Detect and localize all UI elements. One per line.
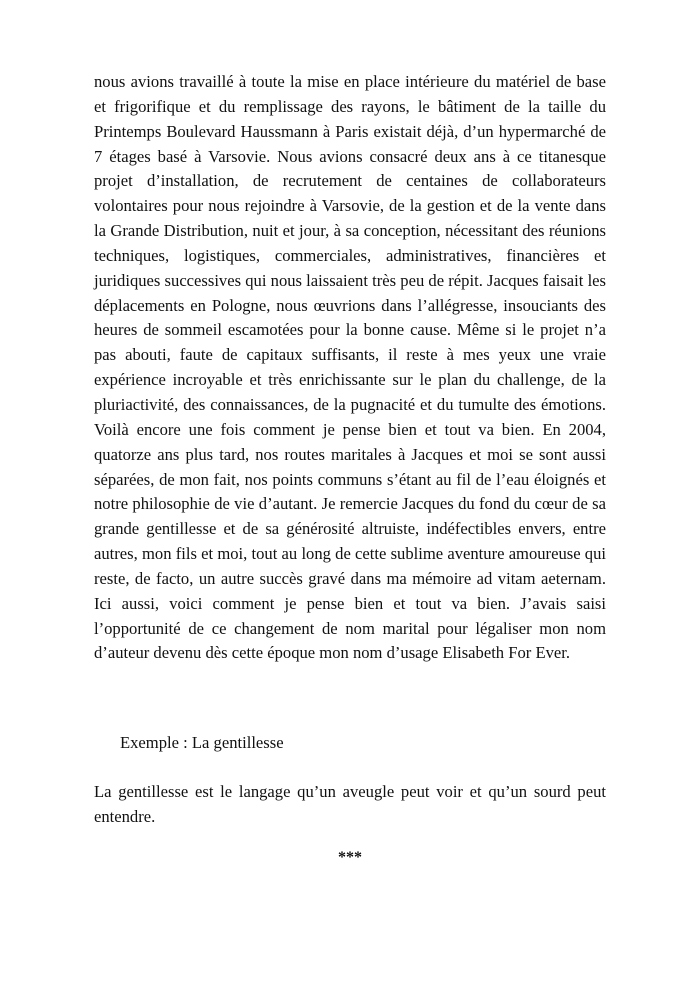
example-heading: Exemple : La gentillesse bbox=[120, 733, 284, 752]
body-paragraph: nous avions travaillé à toute la mise en place intérieure du matériel de base et frigorifique et du remplissage des rayons, le bâtiment de la taille du Printemps Boulevard Haussmann à Paris existait déjà, d’un hypermarché de 7 étages basé à Varsovie. Nous avions consacré deux ans à ce titanesque projet d’installation, de recrutement de centaines de collaborateurs volontaires pour nous rejoindre à Varsovie, de la gestion et de la vente dans la Grande Distribution, nuit et jour, à sa conception, nécessitant des réunions techniques, logistiques, commerciales, administratives, financières et juridiques successives qui nous laissaient très peu de répit. Jacques faisait les déplacements en Pologne, nous œuvrions dans l’allégresse, insouciants des heures de sommeil escamotées pour la bonne cause. Même si le projet n’a pas abouti, faute de capitaux suffisants, il reste à mes yeux une vraie expérience incroyable et très enrichissante sur le plan du challenge, de la pluriactivité, des connaissances, de la pugnacité et du tumulte des émotions. Voilà encore une fois comment je pense bien et tout va bien. En 2004, quatorze ans plus tard, nos routes maritales à Jacques et moi se sont aussi séparées, de mon fait, nos points communs s’étant au fil de l’eau éloignés et notre philosophie de vie d’autant. Je remercie Jacques du fond du cœur de sa grande gentillesse et de sa générosité altruiste, indéfectibles envers, entre autres, mon fils et moi, tout au long de cette sublime aventure amoureuse qui reste, de facto, un autre succès gravé dans ma mémoire ad vitam aeternam. Ici aussi, voici comment je pense bien et tout va bien. J’avais saisi l’opportunité de ce changement de nom marital pour légaliser mon nom d’auteur devenu dès cette époque mon nom d’usage Elisabeth For Ever. bbox=[94, 72, 606, 663]
section-separator: *** bbox=[338, 849, 362, 866]
quote-paragraph: La gentillesse est le langage qu’un aveugle peut voir et qu’un sourd peut entendre. bbox=[94, 782, 606, 826]
body-text bbox=[94, 70, 606, 666]
